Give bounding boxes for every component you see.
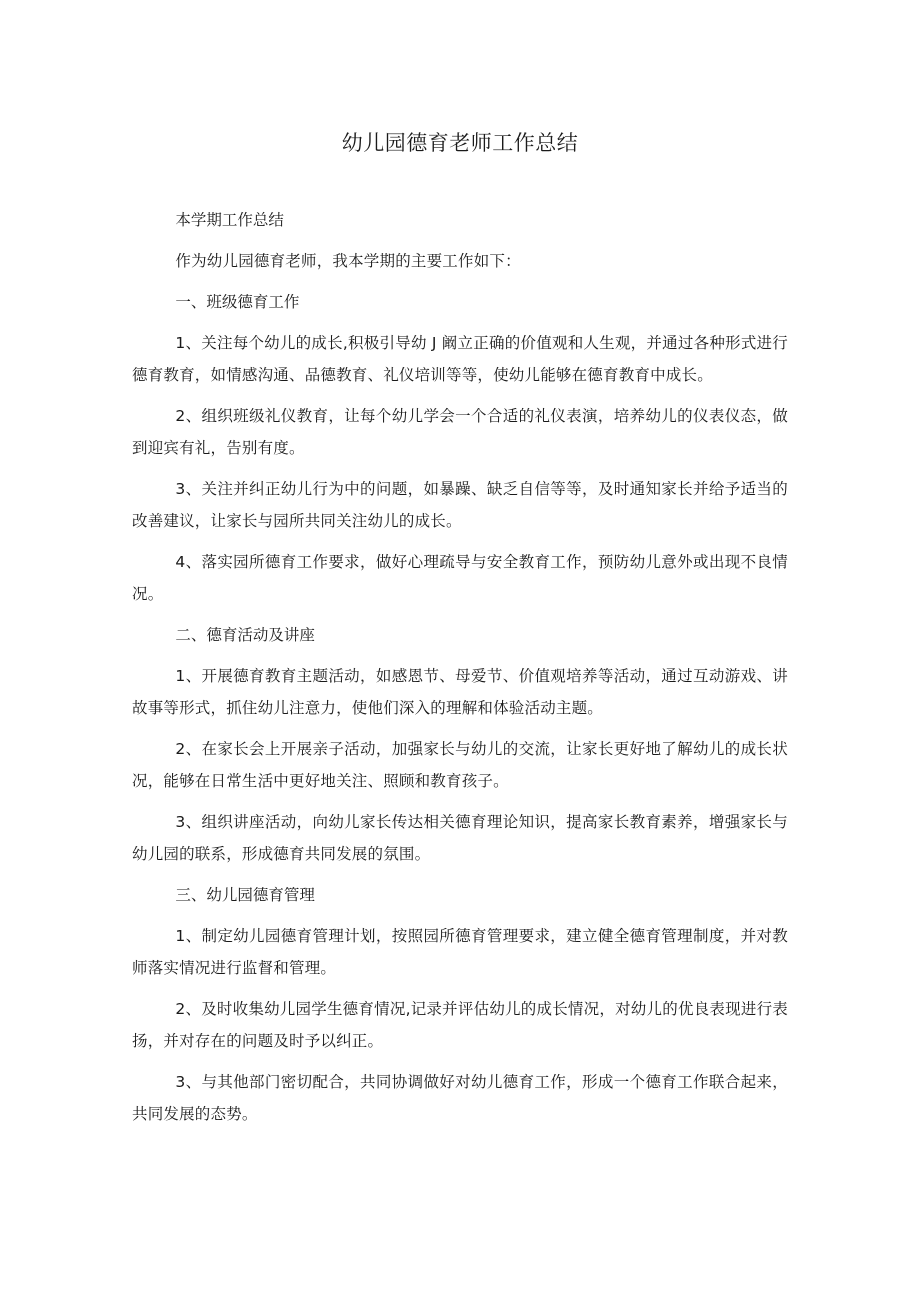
section-1-heading: 一、班级德育工作 bbox=[175, 293, 300, 311]
section-intro-heading: 本学期工作总结 bbox=[175, 211, 284, 229]
section-1-item-2: 2、组织班级礼仪教育，让每个幼儿学会一个合适的礼仪表演，培养幼儿的仪表仪态，做到迎宾有礼，告别有度。 bbox=[132, 407, 788, 457]
section-1-item-3: 3、关注并纠正幼儿行为中的问题，如暴躁、缺乏自信等等，及时通知家长并给予适当的改善建议，让家长与园所共同关注幼儿的成长。 bbox=[132, 480, 788, 530]
section-3-item-2: 2、及时收集幼儿园学生德育情况,记录并评估幼儿的成长情况，对幼儿的优良表现进行表扬，并对存在的问题及时予以纠正。 bbox=[132, 1000, 788, 1050]
document-title: 幼儿园德育老师工作总结 bbox=[341, 131, 579, 155]
section-1-item-1: 1、关注每个幼儿的成长,积极引导幼 J 阚立正确的价值观和人生观，并通过各种形式进行德育教育，如情感沟通、品德教育、礼仪培训等等，使幼儿能够在德育教育中成长。 bbox=[132, 334, 788, 384]
section-2-item-1: 1、开展德育教育主题活动，如感恩节、母爱节、价值观培养等活动，通过互动游戏、讲故事等形式，抓住幼儿注意力，使他们深入的理解和体验活动主题。 bbox=[132, 667, 788, 717]
intro-paragraph: 作为幼儿园德育老师，我本学期的主要工作如下： bbox=[175, 252, 521, 270]
section-3-item-3: 3、与其他部门密切配合，共同协调做好对幼儿德育工作，形成一个德育工作联合起来，共同发展的态势。 bbox=[132, 1073, 788, 1123]
section-2-item-2: 2、在家长会上开展亲子活动，加强家长与幼儿的交流，让家长更好地了解幼儿的成长状况，能够在日常生活中更好地关注、照顾和教育孩子。 bbox=[132, 740, 788, 790]
section-2-heading: 二、德育活动及讲座 bbox=[175, 626, 315, 644]
section-3-item-1: 1、制定幼儿园德育管理计划，按照园所德育管理要求，建立健全德育管理制度，并对教师落实情况进行监督和管理。 bbox=[132, 927, 788, 977]
section-3-heading: 三、幼儿园德育管理 bbox=[175, 886, 315, 904]
section-1-item-4: 4、落实园所德育工作要求，做好心理疏导与安全教育工作，预防幼儿意外或出现不良情况。 bbox=[132, 553, 788, 603]
section-2-item-3: 3、组织讲座活动，向幼儿家长传达相关德育理论知识，提高家长教育素养，增强家长与幼儿园的联系，形成德育共同发展的氛围。 bbox=[132, 813, 788, 863]
